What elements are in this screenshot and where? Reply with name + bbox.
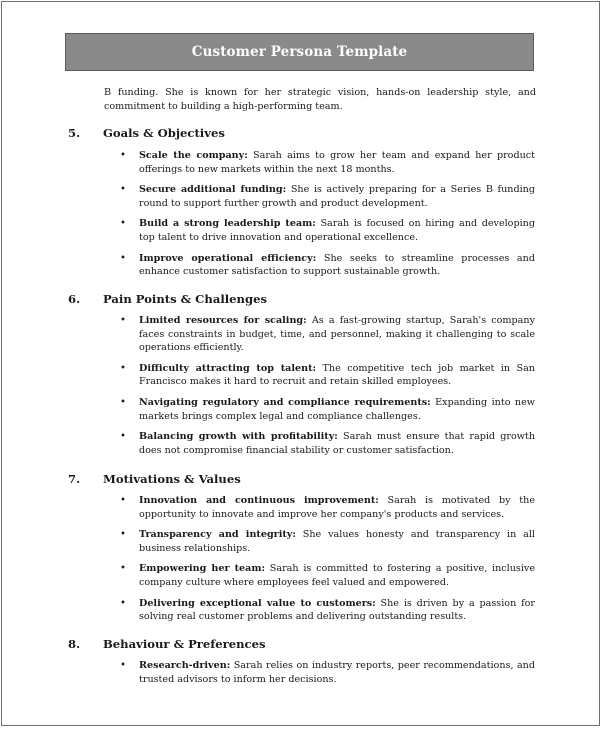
item-text: Sarah is motivated by the opportunity to innovate and improve her company's products and services. — [139, 495, 535, 520]
list-item — [119, 362, 535, 389]
item-text: Sarah is focused on hiring and developing top talent to drive innovation and operational excellence. — [139, 218, 535, 243]
section-number: 8. — [68, 637, 81, 651]
page-title: Customer Persona Template — [65, 33, 534, 71]
bullet-list — [119, 149, 535, 286]
list-item — [119, 314, 535, 355]
item-text: The competitive tech job market in San Francisco makes it hard to recruit and retain skilled employees. — [139, 362, 535, 388]
bullet-icon: • — [120, 184, 126, 196]
item-text: She is driven by a passion for solving real customer problems and delivering outstanding results. — [139, 597, 535, 623]
section-title: Motivations & Values — [103, 472, 241, 486]
bullet-icon: • — [120, 495, 126, 506]
bullet-list — [119, 314, 535, 464]
bullet-icon: • — [120, 563, 126, 575]
section-number: 7. — [68, 472, 81, 486]
list-item — [119, 562, 535, 589]
item-text: Sarah aims to grow her team and expand her product offerings to new markets within the next 18 months. — [139, 150, 535, 175]
section-number: 5. — [68, 126, 81, 140]
list-item — [119, 430, 535, 457]
section-title: Goals & Objectives — [103, 126, 225, 140]
list-item — [119, 659, 535, 686]
item-label: Research-driven: — [139, 660, 231, 671]
bullet-icon: • — [120, 396, 126, 408]
item-text: Expanding into new markets brings complex legal and compliance challenges. — [139, 396, 535, 422]
bullet-list — [119, 494, 535, 631]
bullet-icon: • — [120, 431, 126, 443]
bullet-icon: • — [120, 362, 126, 374]
item-text: Sarah is committed to fostering a positive, inclusive company culture where employees feel valued and empowered. — [139, 563, 535, 588]
item-label: Limited resources for scaling: — [139, 315, 307, 326]
list-item — [119, 252, 535, 279]
list-item — [119, 217, 535, 244]
item-label: Scale the company: — [139, 150, 248, 161]
item-label: Difficulty attracting top talent: — [139, 362, 317, 374]
item-text: She values honesty and transparency in all business relationships. — [139, 529, 535, 554]
item-label: Transparency and integrity: — [139, 529, 296, 541]
item-label: Build a strong leadership team: — [139, 218, 316, 230]
bullet-icon: • — [120, 218, 126, 230]
list-item — [119, 528, 535, 555]
bullet-icon: • — [120, 660, 126, 671]
bullet-icon: • — [120, 252, 126, 264]
item-text: She is actively preparing for a Series B funding round to support further growth and product development. — [139, 184, 535, 209]
item-text: She seeks to streamline processes and enhance customer satisfaction to support sustainable growth. — [139, 252, 535, 278]
bullet-icon: • — [120, 315, 126, 326]
item-label: Delivering exceptional value to customers: — [139, 597, 376, 609]
intro-paragraph: B funding. She is known for her strategic vision, hands-on leadership style, and commitment to building a high-performing team. — [104, 87, 536, 112]
bullet-icon: • — [120, 529, 126, 541]
list-item — [119, 396, 535, 423]
section-title: Pain Points & Challenges — [103, 292, 267, 306]
list-item — [119, 183, 535, 210]
item-label: Navigating regulatory and compliance requirements: — [139, 396, 431, 408]
item-label: Balancing growth with profitability: — [139, 431, 338, 443]
document-page — [1, 1, 600, 726]
item-text: As a fast-growing startup, Sarah's company faces constraints in budget, time, and personnel, making it challenging to scale operations efficiently. — [139, 315, 535, 354]
section-title: Behaviour & Preferences — [103, 637, 266, 651]
item-label: Empowering her team: — [139, 563, 266, 575]
item-text: Sarah must ensure that rapid growth does not compromise financial stability or customer satisfaction. — [139, 431, 535, 456]
item-label: Innovation and continuous improvement: — [139, 495, 379, 506]
list-item — [119, 149, 535, 176]
section-number: 6. — [68, 292, 81, 306]
item-label: Improve operational efficiency: — [139, 252, 317, 264]
bullet-list — [119, 659, 535, 693]
bullet-icon: • — [120, 150, 126, 161]
list-item — [119, 597, 535, 624]
item-text: Sarah relies on industry reports, peer recommendations, and trusted advisors to inform her decisions. — [139, 660, 535, 685]
item-label: Secure additional funding: — [139, 184, 287, 196]
bullet-icon: • — [120, 597, 126, 609]
list-item — [119, 494, 535, 521]
